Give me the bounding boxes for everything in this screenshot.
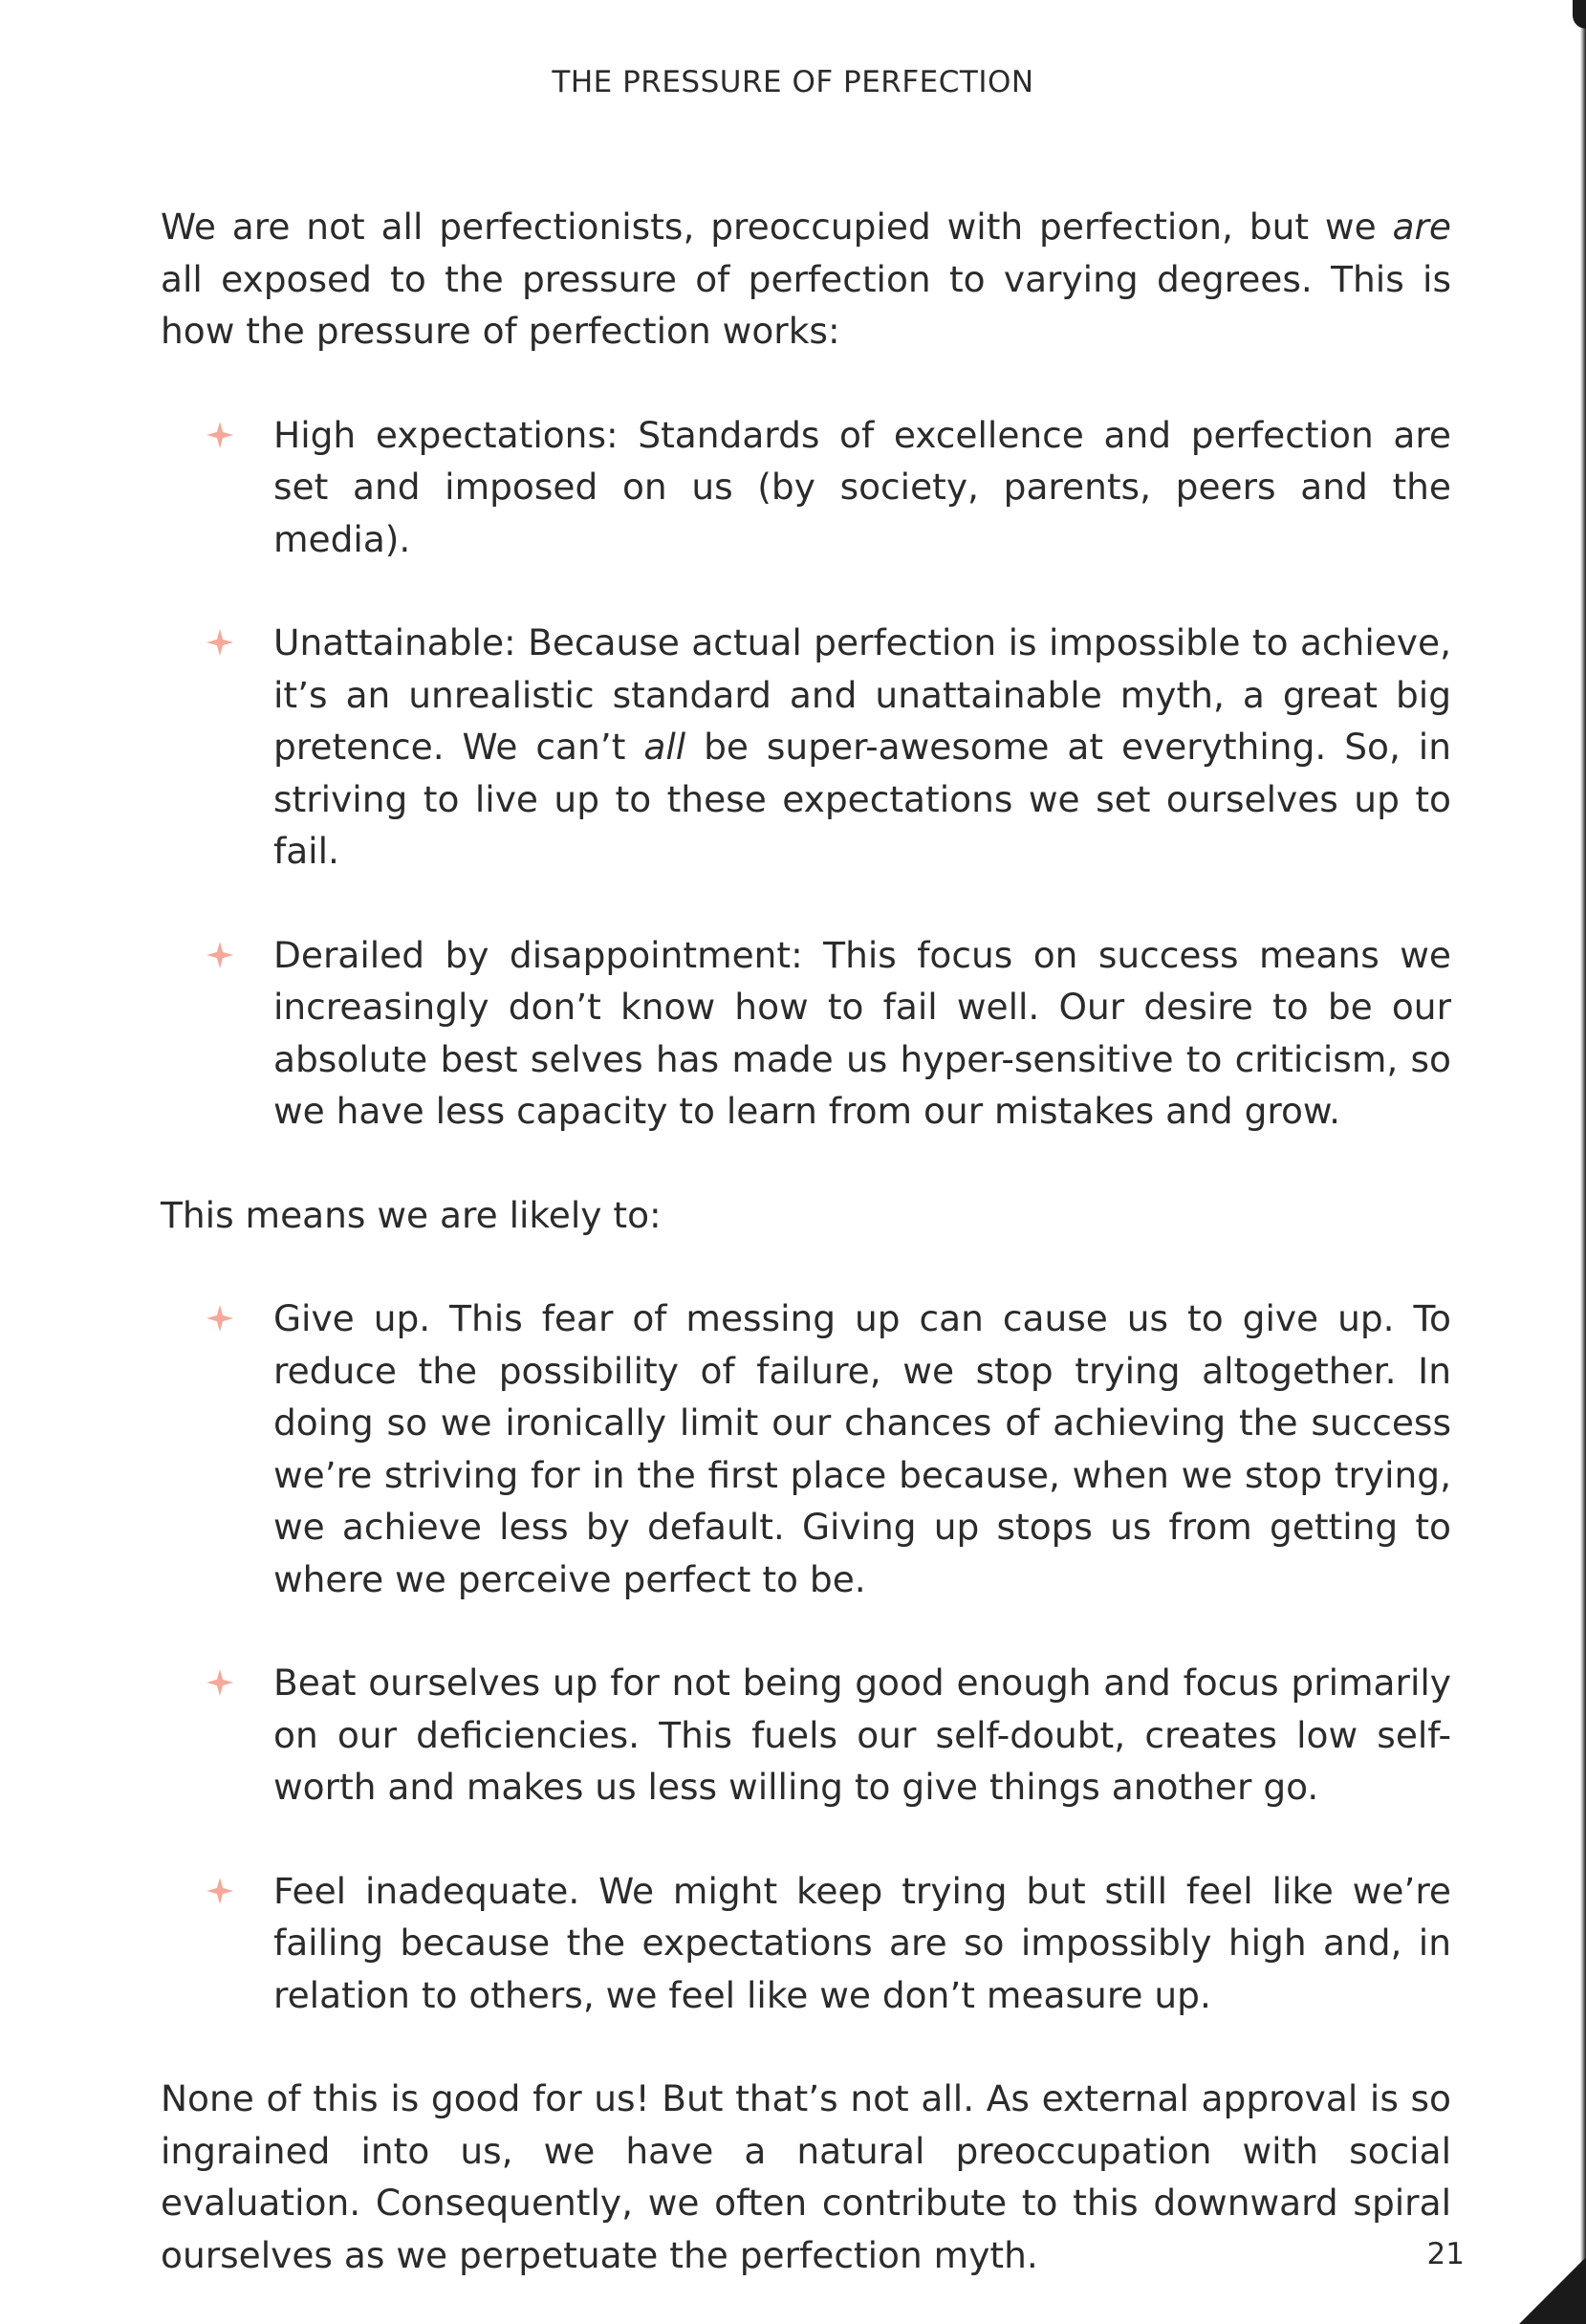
four-point-star-icon	[206, 1878, 233, 1904]
list-item-text: Beat ourselves up for not being good enough and focus primarily on our deficiencies. This fuels our self-doubt, creates low self-worth and makes us less willing to give things another go.	[273, 1662, 1451, 1808]
likely-outcomes-list	[161, 1292, 1451, 2021]
four-point-star-icon	[206, 942, 233, 968]
list-item-text: Feel inadequate. We might keep trying but still feel like we’re failing because the expectations are so impossibly high and, in relation to others, we feel like we don’t measure up.	[273, 1869, 1451, 2016]
list-item-text-end: be super-awesome at everything. So, in striving to live up to these expectations we set ourselves up to fail.	[273, 726, 1451, 872]
intro-paragraph	[161, 201, 1451, 358]
page-edge-shadow	[1580, 0, 1586, 2324]
closing-paragraph: None of this is good for us! But that’s not all. As external approval is so ingrained into us, we have a natural preoccupation with social evaluation. Consequently, we often contribute to this downward spiral ourselves as we perpetuate the perfection myth.	[161, 2077, 1451, 2276]
list-item	[161, 617, 1451, 878]
list-item-text-start: Unattainable: Because actual perfection is impossible to achieve, it’s an unrealistic standard and unattainable myth, a great big pretence. We can’t	[273, 621, 1451, 768]
list-item	[161, 1865, 1451, 2022]
list-item-text: Derailed by disappointment: This focus on success means we increasingly don’t know how to fail well. Our desire to be our absolute best selves has made us hyper-sensitive to criticism, so we have less capacity to learn from our mistakes and grow.	[273, 933, 1451, 1132]
intro-text-start: We are not all perfectionists, preoccupied with perfection, but we	[161, 206, 1393, 248]
intro-emphasis: are	[1392, 206, 1451, 248]
four-point-star-icon	[206, 629, 233, 656]
page-body	[161, 201, 1451, 2281]
list-item	[161, 1292, 1451, 1605]
pressure-list	[161, 409, 1451, 1138]
list-item-text: Give up. This fear of messing up can cause us to give up. To reduce the possibility of failure, we stop trying altogether. In doing so we ironically limit our chances of achieving the success we’re striving for in the first place because, when we stop trying, we achieve less by default. Giving up stops us from getting to where we perceive perfect to be.	[273, 1297, 1451, 1600]
list-item	[161, 1657, 1451, 1814]
page-corner-bottom	[1519, 2257, 1586, 2324]
page-corner-top	[1573, 0, 1586, 29]
running-head: THE PRESSURE OF PERFECTION	[552, 65, 1034, 99]
intro-text-end: all exposed to the pressure of perfection to varying degrees. This is how the pressure of perfection works:	[161, 257, 1451, 352]
page-number: 21	[1426, 2237, 1465, 2271]
list-item	[161, 929, 1451, 1138]
list-item	[161, 409, 1451, 566]
middle-paragraph: This means we are likely to:	[161, 1193, 662, 1236]
four-point-star-icon	[206, 422, 233, 448]
list-item-emphasis: all	[643, 726, 686, 768]
four-point-star-icon	[206, 1305, 233, 1332]
list-item-text: High expectations: Standards of excellence and perfection are set and imposed on us (by society, parents, peers and the media).	[273, 413, 1451, 560]
four-point-star-icon	[206, 1669, 233, 1696]
